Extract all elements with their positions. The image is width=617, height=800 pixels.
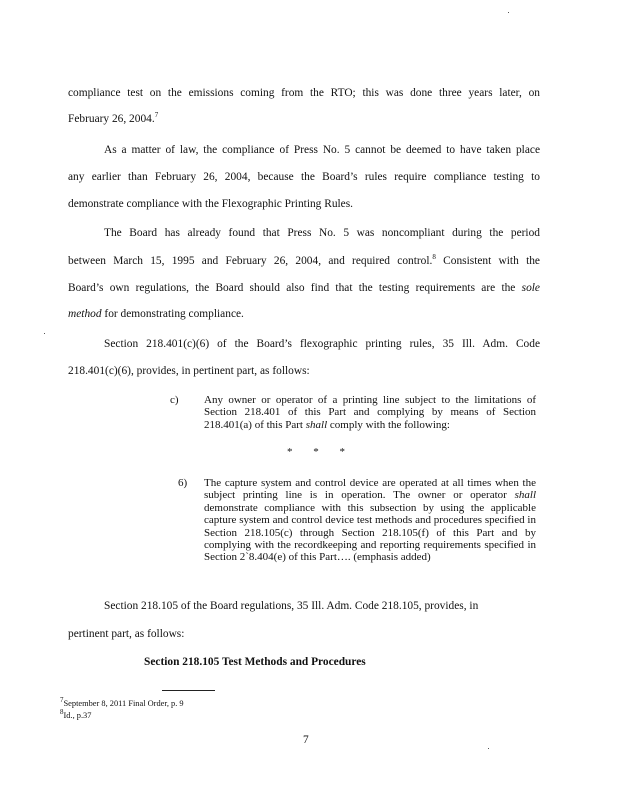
body-line: Board’s own regulations, the Board should also find that the testing requirements are the sole: [68, 282, 540, 294]
quote-block-6: The capture system and control device are operated at all times when the subject printing line is in operation. The owner or operator shall demonstrate compliance with this subsection by using the applicable capture system and control device test methods and procedures specified in Section 218.105(c) through Section 218.105(f) of this Part and by complying with the recordkeeping and reporting requirements specified in Section 2`8.404(e) of this Part…. (emphasis added): [204, 477, 537, 564]
body-line: any earlier than February 26, 2004, because the Board’s rules require compliance testing to: [68, 171, 540, 183]
body-line: between March 15, 1995 and February 26, 2004, and required control.$^8$ Consistent with the: [68, 253, 540, 267]
ellipsis-stars: * * *: [287, 446, 345, 458]
scan-speck: [488, 748, 489, 749]
footnote-7: $^7$September 8, 2011 Final Order, p. 9: [60, 696, 184, 708]
quote-label-c: c): [170, 394, 179, 406]
quote-label-6: 6): [178, 477, 188, 489]
footnote-8: $^8$Id., p.37: [60, 708, 92, 720]
body-line: compliance test on the emissions coming from the RTO; this was done three years later, on: [68, 87, 540, 99]
quote-block-c: Any owner or operator of a printing line subject to the limitations of Section 218.401 of this Part and complying by means of Section 218.401(a) of this Part shall comply with the following:: [204, 394, 536, 431]
scan-speck: [508, 12, 509, 13]
page-number: 7: [303, 734, 309, 746]
body-line: February 26, 2004.$^7$: [68, 111, 159, 125]
footnote-separator: [162, 690, 215, 691]
footnote-ref: 8: [432, 253, 436, 262]
body-line: 218.401(c)(6), provides, in pertinent part, as follows:: [68, 365, 310, 377]
section-heading: Section 218.105 Test Methods and Procedures: [144, 656, 366, 668]
body-line: Section 218.401(c)(6) of the Board’s flexographic printing rules, 35 Ill. Adm. Code: [104, 338, 540, 350]
scan-speck: [44, 333, 45, 334]
body-line: The Board has already found that Press No. 5 was noncompliant during the period: [104, 227, 540, 239]
footnote-ref: 7: [154, 111, 159, 120]
body-line: demonstrate compliance with the Flexographic Printing Rules.: [68, 198, 354, 210]
body-line: method for demonstrating compliance.: [68, 308, 244, 320]
body-line: pertinent part, as follows:: [68, 628, 185, 640]
body-line: Section 218.105 of the Board regulations, 35 Ill. Adm. Code 218.105, provides, in: [104, 600, 479, 612]
body-line: As a matter of law, the compliance of Press No. 5 cannot be deemed to have taken place: [104, 144, 540, 156]
